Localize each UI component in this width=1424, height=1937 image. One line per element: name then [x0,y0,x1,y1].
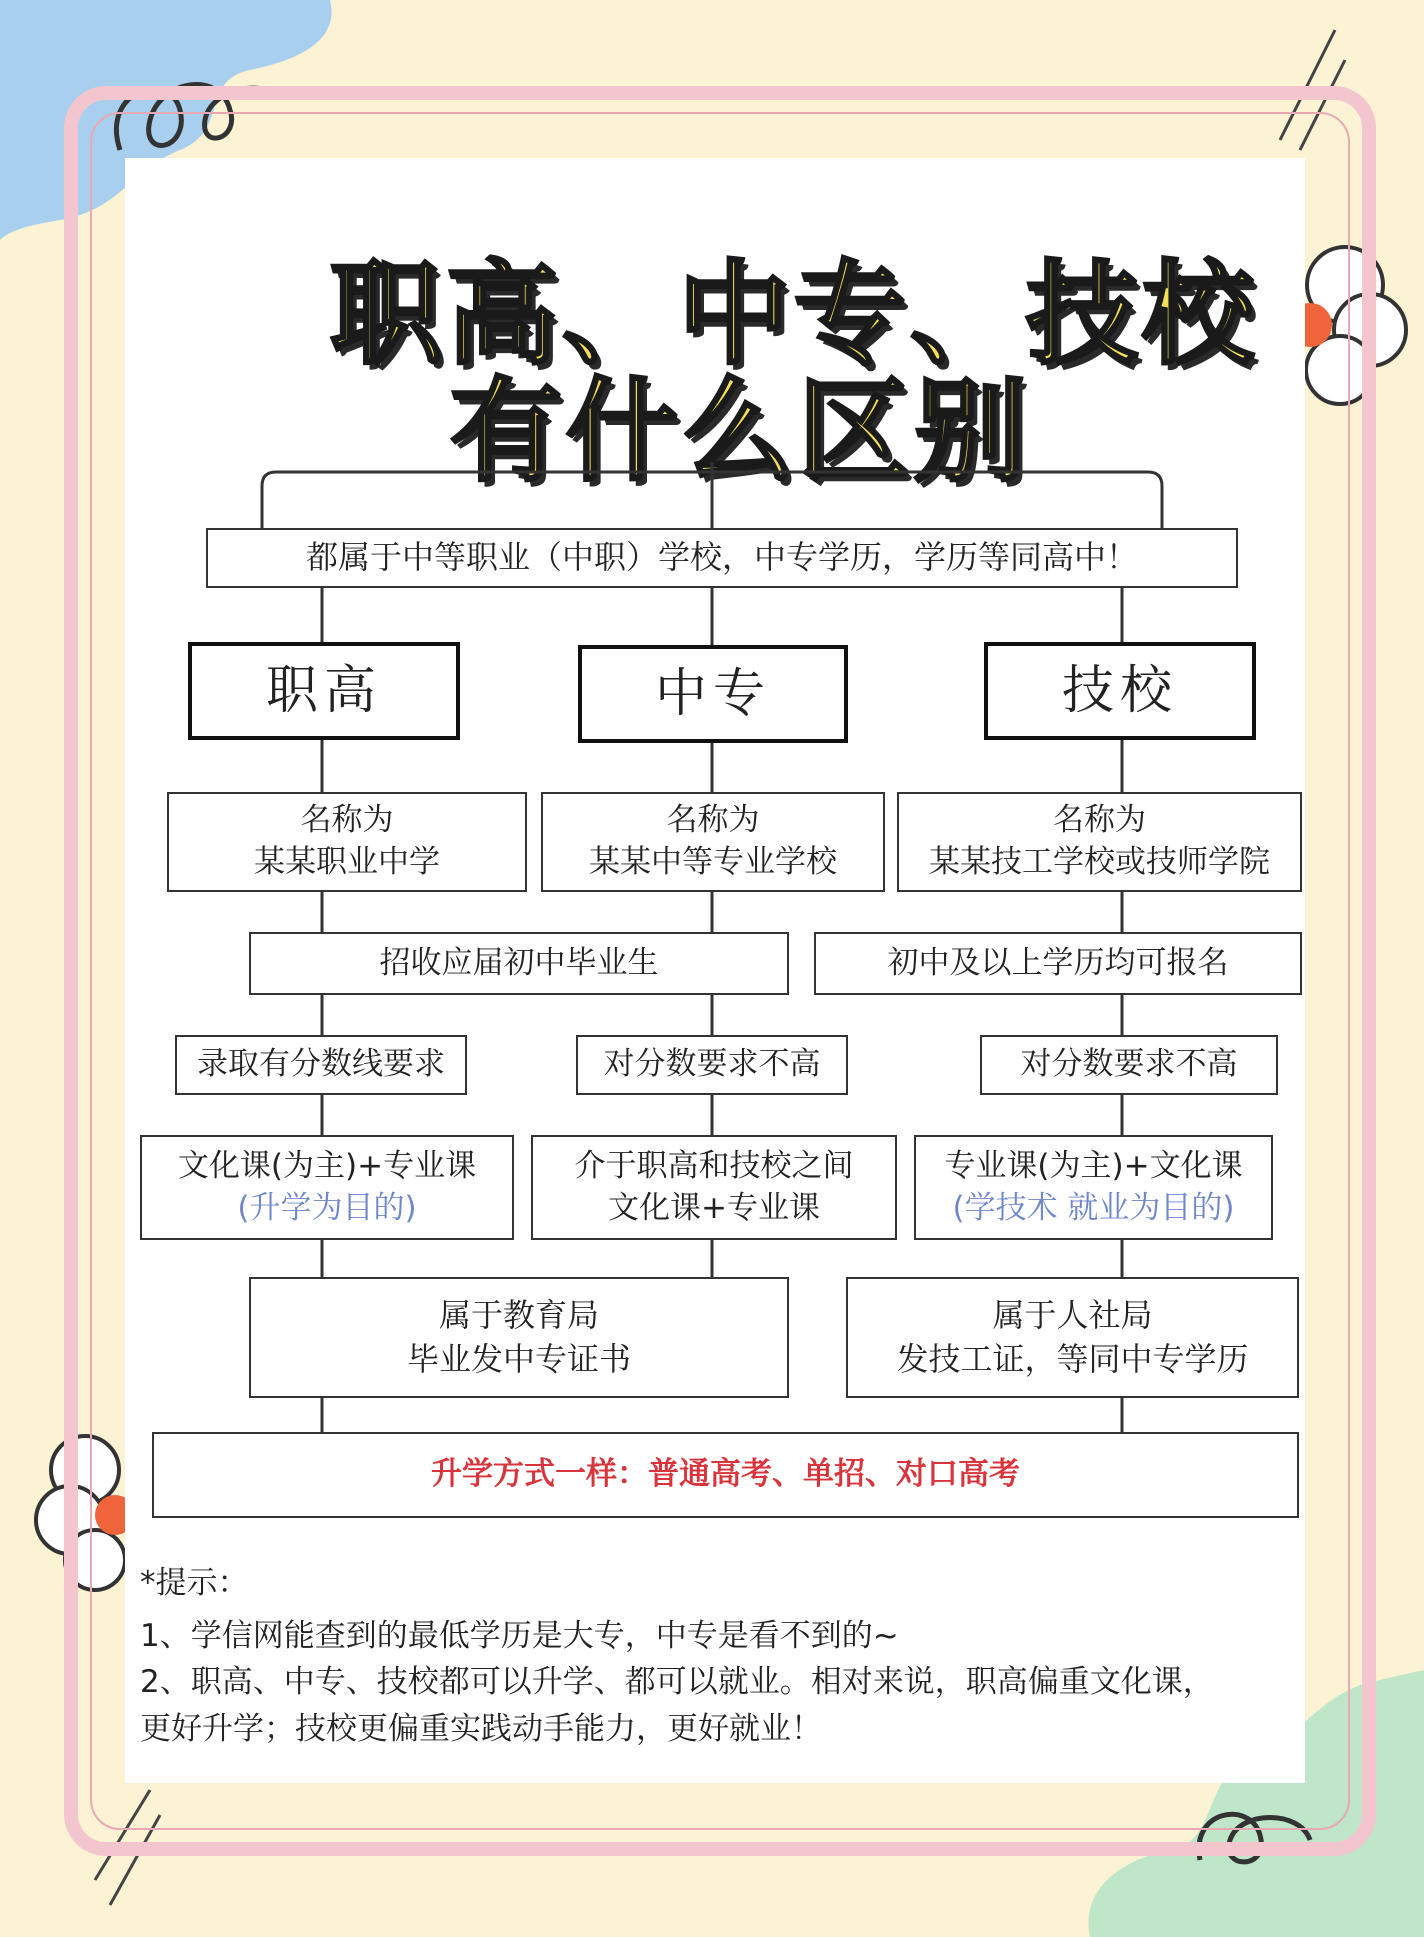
shared-attribute-box [206,528,1238,588]
school-name: 中专 [654,663,771,724]
full-name-box-zhongzhuan [541,792,885,892]
full-name-line: 某某技工学校或技师学院 [929,844,1270,880]
course-note: (学技术 就业为目的) [952,1189,1235,1226]
school-header-zhigao [188,642,460,740]
score-box-jixiao [980,1035,1278,1095]
progression-text: 升学方式一样：普通高考、单招、对口高考 [431,1456,1020,1493]
course-line: 专业课(为主)+文化课 [944,1147,1243,1184]
full-name-line: 某某职业中学 [254,844,440,880]
course-box-jixiao [914,1135,1273,1240]
progression-box [152,1432,1299,1518]
score-text: 对分数要求不高 [1020,1046,1238,1083]
enrollment-text: 初中及以上学历均可报名 [887,944,1229,981]
course-line: 介于职高和技校之间 [574,1147,854,1184]
authority-box-right [846,1277,1299,1398]
full-name-box-jixiao [897,792,1302,892]
authority-line: 发技工证，等同中专学历 [896,1339,1249,1378]
course-line: 文化课(为主)+专业课 [177,1147,477,1184]
tip-item: 2、职高、中专、技校都可以升学、都可以就业。相对来说，职高偏重文化课， [140,1664,1214,1700]
authority-box-left [249,1277,789,1398]
school-name: 职高 [265,660,382,721]
full-name-line: 某某中等专业学校 [589,844,837,880]
course-line: 文化课+专业课 [608,1189,820,1226]
tip-item: 更好升学；技校更偏重实践动手能力，更好就业！ [140,1710,822,1747]
enrollment-box-left [249,932,789,995]
enrollment-box-right [814,932,1302,995]
authority-line: 属于教育局 [438,1296,599,1335]
school-header-jixiao [984,642,1256,740]
course-box-zhigao [140,1135,514,1240]
score-text: 对分数要求不高 [603,1046,821,1083]
school-header-zhongzhuan [578,645,848,743]
title-line-2: 有什么区别 [450,367,1030,497]
tips-section [140,1560,1300,1752]
enrollment-text: 招收应届初中毕业生 [379,944,659,981]
full-name-line: 名称为 [300,802,394,839]
score-box-zhongzhuan [576,1035,848,1095]
full-name-line: 名称为 [1053,802,1146,839]
full-name-line: 名称为 [666,802,760,839]
authority-line: 属于人社局 [992,1296,1153,1335]
full-name-box-zhigao [167,792,527,892]
authority-line: 毕业发中专证书 [406,1339,631,1378]
tip-item: 1、学信网能查到的最低学历是大专，中专是看不到的~ [140,1617,899,1654]
tips-heading: *提示： [140,1565,249,1601]
score-box-zhigao [175,1035,467,1095]
course-box-zhongzhuan [531,1135,897,1240]
score-text: 录取有分数线要求 [197,1046,445,1083]
shared-attribute-text: 都属于中等职业（中职）学校，中专学历，学历等同高中！ [305,538,1138,577]
school-name: 技校 [1061,660,1178,721]
title-line-1: 职高、中专、技校 [330,250,1258,380]
course-note: (升学为目的) [237,1189,417,1226]
